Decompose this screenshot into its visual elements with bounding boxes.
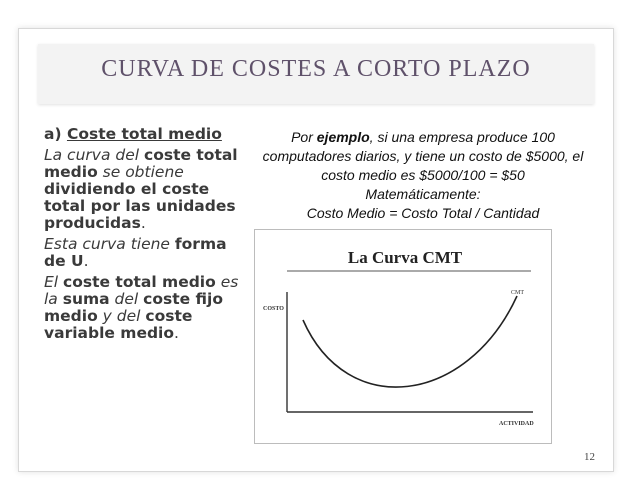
p3-h: coste variable medio <box>44 307 193 342</box>
heading-text: Coste total medio <box>66 125 222 143</box>
cmt-chart <box>254 229 552 444</box>
paragraph-sum <box>44 274 240 342</box>
p3-b: coste total medio <box>63 273 216 291</box>
paragraph-shape <box>44 236 240 270</box>
p2-c: . <box>83 252 89 270</box>
heading-prefix: a) <box>44 125 67 143</box>
example-line-1 <box>255 128 591 185</box>
example-line-2: Matemáticamente: <box>365 186 481 202</box>
p1-c: se obtiene <box>97 163 184 181</box>
page-number: 12 <box>584 451 595 463</box>
chart-title: La Curva CMT <box>347 248 463 267</box>
p3-i: . <box>174 324 179 342</box>
example-bold: ejemplo <box>316 129 370 145</box>
example-formula: Costo Medio = Costo Total / Cantidad <box>306 205 540 221</box>
p3-g: y del <box>97 307 146 325</box>
section-heading <box>44 126 240 143</box>
y-axis-label: COSTO <box>263 306 284 312</box>
example-text <box>255 128 591 223</box>
example-rest: , si una empresa produce 100 computadores diarios, y tiene un costo de $5000, el costo medio es $5000/100 = $50 <box>262 129 584 183</box>
slide-title: CURVA DE COSTES A CORTO PLAZO <box>101 56 531 82</box>
cmt-curve <box>303 296 517 387</box>
paragraph-definition <box>44 147 240 232</box>
title-bar <box>38 44 594 104</box>
p3-d: suma <box>62 290 110 308</box>
cmt-chart-svg <box>255 230 551 443</box>
p1-d: dividiendo el coste total por las unidades producidas <box>44 180 236 232</box>
p3-e: del <box>109 290 144 308</box>
example-pre: Por <box>291 129 317 145</box>
p3-f: coste fijo medio <box>44 290 223 325</box>
p2-b: forma de U <box>44 235 227 270</box>
p1-b: coste total medio <box>44 146 238 181</box>
p3-a: El <box>44 273 64 291</box>
p1-a: La curva del <box>44 146 144 164</box>
p2-a: Esta curva tiene <box>44 235 175 253</box>
curve-label: CMT <box>511 290 525 296</box>
x-axis-label: ACTIVIDAD <box>499 421 534 427</box>
left-text-column <box>44 126 240 346</box>
p3-c: es la <box>44 273 239 308</box>
p1-e: . <box>140 214 146 232</box>
